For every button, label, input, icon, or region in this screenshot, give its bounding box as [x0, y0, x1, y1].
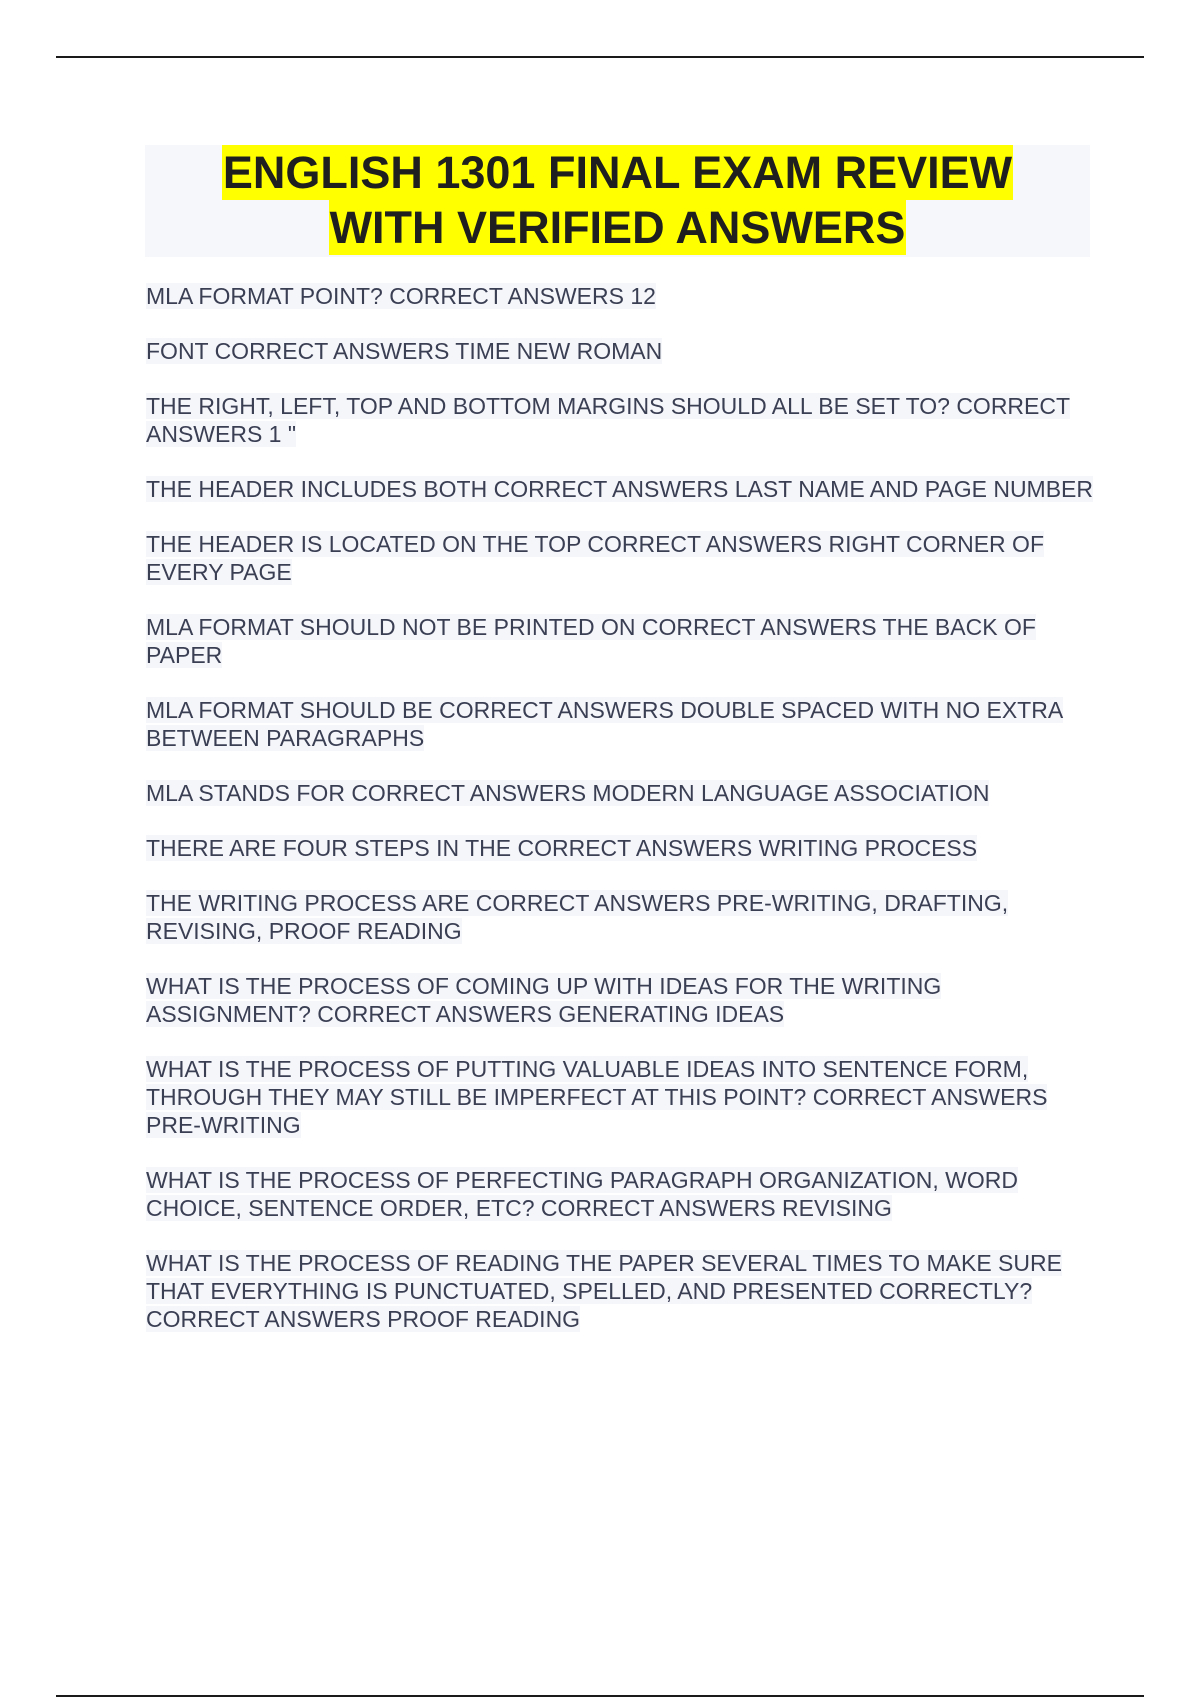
title-line-2: WITH VERIFIED ANSWERS: [329, 202, 906, 253]
qa-item: [146, 475, 1096, 503]
qa-item-text: MLA FORMAT POINT? CORRECT ANSWERS 12: [146, 283, 656, 309]
qa-list: [146, 282, 1096, 1360]
qa-item: [146, 779, 1096, 807]
qa-item: [146, 889, 1096, 945]
qa-item-text: THE HEADER INCLUDES BOTH CORRECT ANSWERS LAST NAME AND PAGE NUMBER: [146, 476, 1093, 502]
qa-item: [146, 696, 1096, 752]
qa-item-text: MLA STANDS FOR CORRECT ANSWERS MODERN LANGUAGE ASSOCIATION: [146, 780, 990, 806]
qa-item-text: WHAT IS THE PROCESS OF COMING UP WITH IDEAS FOR THE WRITING ASSIGNMENT? CORRECT ANSWERS GENERATING IDEAS: [146, 973, 942, 1027]
top-rule: [56, 56, 1144, 58]
qa-item-text: THERE ARE FOUR STEPS IN THE CORRECT ANSWERS WRITING PROCESS: [146, 835, 978, 861]
qa-item-text: THE RIGHT, LEFT, TOP AND BOTTOM MARGINS SHOULD ALL BE SET TO? CORRECT ANSWERS 1 ": [146, 393, 1071, 447]
qa-item-text: WHAT IS THE PROCESS OF PUTTING VALUABLE IDEAS INTO SENTENCE FORM, THROUGH THEY MAY STILL BE IMPERFECT AT THIS POINT? CORRECT ANSWERS PRE-WRITING: [146, 1056, 1048, 1138]
qa-item: [146, 834, 1096, 862]
qa-item: [146, 530, 1096, 586]
qa-item: [146, 1055, 1096, 1139]
qa-item: [146, 1166, 1096, 1222]
qa-item-text: WHAT IS THE PROCESS OF READING THE PAPER SEVERAL TIMES TO MAKE SURE THAT EVERYTHING IS PUNCTUATED, SPELLED, AND PRESENTED CORRECTLY? CORRECT ANSWERS PROOF READING: [146, 1250, 1062, 1332]
title-line-1: ENGLISH 1301 FINAL EXAM REVIEW: [222, 147, 1013, 198]
qa-item: [146, 1249, 1096, 1333]
qa-item-text: THE HEADER IS LOCATED ON THE TOP CORRECT ANSWERS RIGHT CORNER OF EVERY PAGE: [146, 531, 1044, 585]
qa-item: [146, 613, 1096, 669]
qa-item-text: MLA FORMAT SHOULD BE CORRECT ANSWERS DOUBLE SPACED WITH NO EXTRA BETWEEN PARAGRAPHS: [146, 697, 1064, 751]
qa-item-text: THE WRITING PROCESS ARE CORRECT ANSWERS PRE-WRITING, DRAFTING, REVISING, PROOF READING: [146, 890, 1009, 944]
qa-item: [146, 337, 1096, 365]
bottom-rule: [56, 1695, 1144, 1697]
qa-item: [146, 282, 1096, 310]
qa-item-text: MLA FORMAT SHOULD NOT BE PRINTED ON CORRECT ANSWERS THE BACK OF PAPER: [146, 614, 1036, 668]
title-block: [145, 145, 1090, 257]
qa-item: [146, 392, 1096, 448]
qa-item-text: WHAT IS THE PROCESS OF PERFECTING PARAGRAPH ORGANIZATION, WORD CHOICE, SENTENCE ORDER, ETC? CORRECT ANSWERS REVISING: [146, 1167, 1018, 1221]
qa-item-text: FONT CORRECT ANSWERS TIME NEW ROMAN: [146, 338, 663, 364]
qa-item: [146, 972, 1096, 1028]
